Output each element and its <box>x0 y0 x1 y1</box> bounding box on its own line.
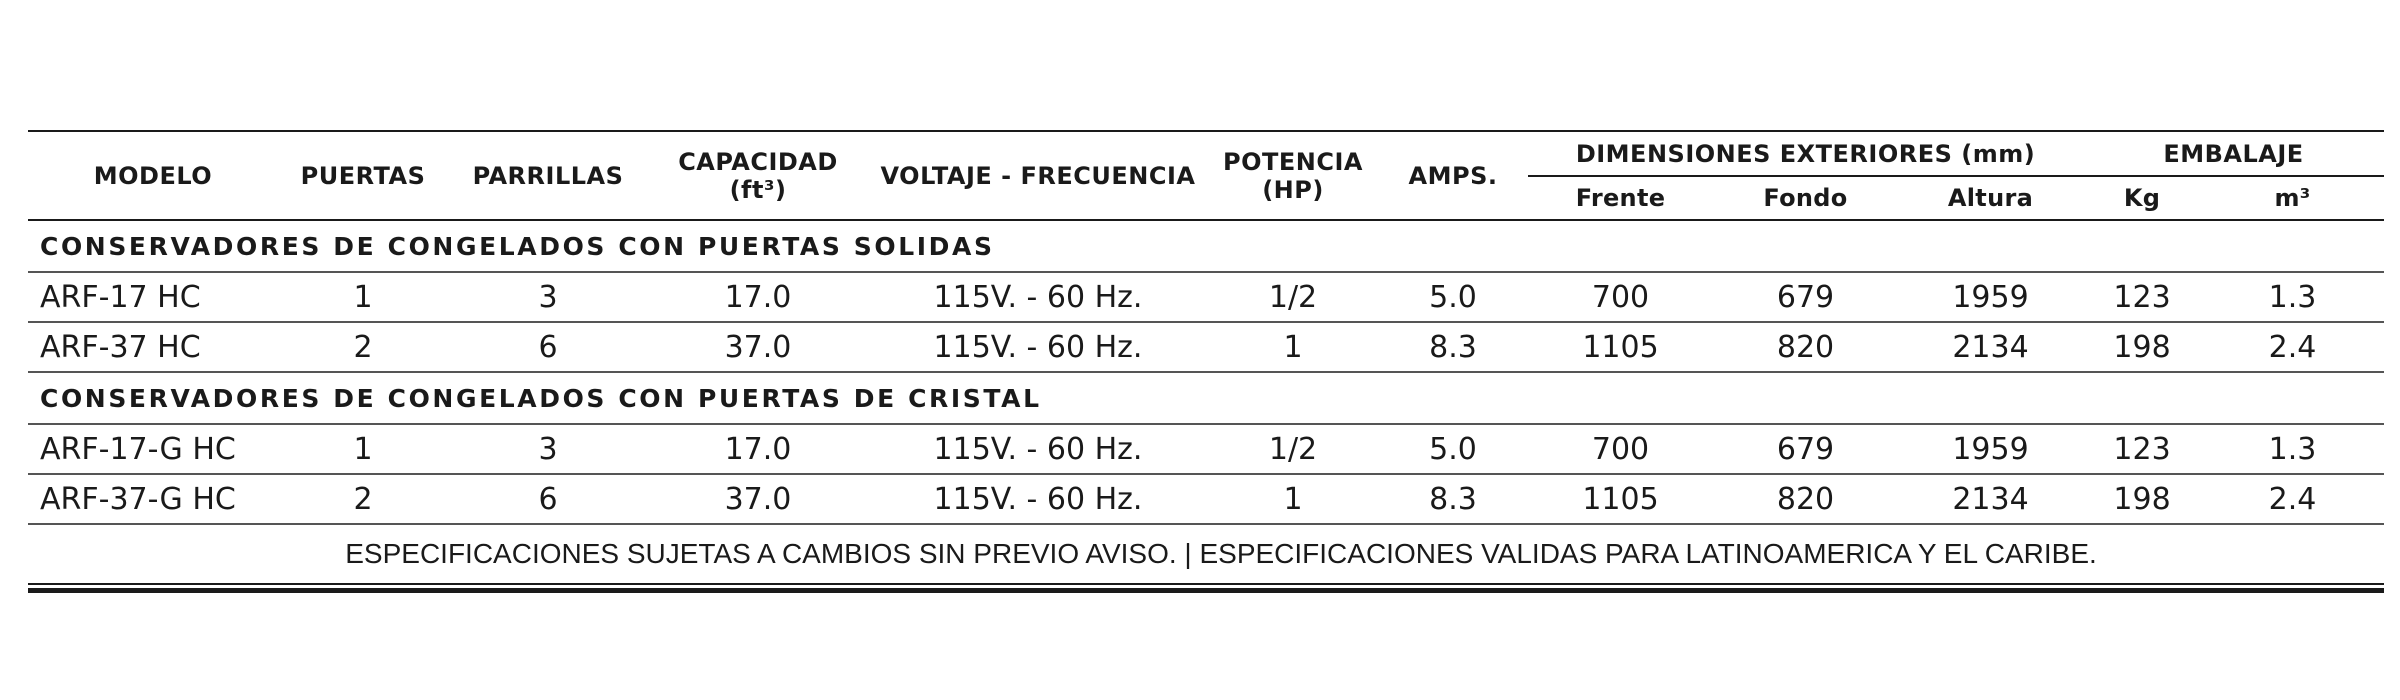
cell-fondo: 679 <box>1713 272 1898 322</box>
cell-voltaje: 115V. - 60 Hz. <box>868 424 1208 474</box>
section-title: CONSERVADORES DE CONGELADOS CON PUERTAS SOLIDAS <box>28 220 2384 272</box>
table-row <box>28 474 2384 524</box>
header-m3: m³ <box>2201 176 2384 220</box>
header-voltaje: VOLTAJE - FRECUENCIA <box>868 131 1208 220</box>
cell-kg: 198 <box>2083 322 2201 372</box>
cell-frente: 700 <box>1528 424 1713 474</box>
cell-fondo: 679 <box>1713 424 1898 474</box>
cell-amps: 5.0 <box>1378 272 1528 322</box>
section-row <box>28 372 2384 424</box>
cell-altura: 2134 <box>1898 322 2083 372</box>
header-puertas: PUERTAS <box>278 131 448 220</box>
cell-frente: 1105 <box>1528 474 1713 524</box>
cell-parrillas: 6 <box>448 474 648 524</box>
cell-parrillas: 3 <box>448 424 648 474</box>
footnote-text: ESPECIFICACIONES SUJETAS A CAMBIOS SIN PREVIO AVISO. | ESPECIFICACIONES VALIDAS PARA LATINOAMERICA Y EL CARIBE. <box>28 524 2384 584</box>
cell-modelo: ARF-37 HC <box>28 322 278 372</box>
cell-parrillas: 6 <box>448 322 648 372</box>
header-potencia <box>1208 131 1378 220</box>
bottom-rule <box>28 588 2384 593</box>
cell-m3: 2.4 <box>2201 474 2384 524</box>
cell-altura: 2134 <box>1898 474 2083 524</box>
header-frente: Frente <box>1528 176 1713 220</box>
cell-frente: 1105 <box>1528 322 1713 372</box>
cell-capacidad: 37.0 <box>648 322 868 372</box>
cell-puertas: 2 <box>278 322 448 372</box>
cell-puertas: 2 <box>278 474 448 524</box>
cell-voltaje: 115V. - 60 Hz. <box>868 272 1208 322</box>
header-parrillas: PARRILLAS <box>448 131 648 220</box>
header-altura: Altura <box>1898 176 2083 220</box>
header-capacidad-line2: (ft³) <box>729 175 787 204</box>
cell-kg: 123 <box>2083 424 2201 474</box>
cell-altura: 1959 <box>1898 272 2083 322</box>
header-capacidad <box>648 131 868 220</box>
cell-kg: 198 <box>2083 474 2201 524</box>
cell-m3: 1.3 <box>2201 272 2384 322</box>
table-row <box>28 272 2384 322</box>
cell-frente: 700 <box>1528 272 1713 322</box>
cell-puertas: 1 <box>278 272 448 322</box>
header-dimensiones: DIMENSIONES EXTERIORES (mm) <box>1528 131 2083 176</box>
cell-amps: 8.3 <box>1378 474 1528 524</box>
cell-fondo: 820 <box>1713 474 1898 524</box>
cell-potencia: 1 <box>1208 474 1378 524</box>
cell-modelo: ARF-37-G HC <box>28 474 278 524</box>
header-embalaje: EMBALAJE <box>2083 131 2384 176</box>
cell-fondo: 820 <box>1713 322 1898 372</box>
cell-puertas: 1 <box>278 424 448 474</box>
header-kg: Kg <box>2083 176 2201 220</box>
cell-m3: 2.4 <box>2201 322 2384 372</box>
cell-kg: 123 <box>2083 272 2201 322</box>
table-row <box>28 424 2384 474</box>
cell-capacidad: 17.0 <box>648 272 868 322</box>
cell-amps: 8.3 <box>1378 322 1528 372</box>
header-potencia-line1: POTENCIA <box>1223 147 1363 176</box>
spec-table <box>28 130 2384 585</box>
cell-m3: 1.3 <box>2201 424 2384 474</box>
cell-amps: 5.0 <box>1378 424 1528 474</box>
cell-voltaje: 115V. - 60 Hz. <box>868 322 1208 372</box>
header-potencia-line2: (HP) <box>1262 175 1324 204</box>
cell-capacidad: 37.0 <box>648 474 868 524</box>
footnote-row <box>28 524 2384 584</box>
header-amps: AMPS. <box>1378 131 1528 220</box>
section-title: CONSERVADORES DE CONGELADOS CON PUERTAS DE CRISTAL <box>28 372 2384 424</box>
table-body <box>28 220 2384 584</box>
table-row <box>28 322 2384 372</box>
section-row <box>28 220 2384 272</box>
cell-modelo: ARF-17 HC <box>28 272 278 322</box>
cell-voltaje: 115V. - 60 Hz. <box>868 474 1208 524</box>
cell-capacidad: 17.0 <box>648 424 868 474</box>
header-modelo: MODELO <box>28 131 278 220</box>
cell-modelo: ARF-17-G HC <box>28 424 278 474</box>
cell-potencia: 1 <box>1208 322 1378 372</box>
table-header <box>28 131 2384 220</box>
header-fondo: Fondo <box>1713 176 1898 220</box>
cell-parrillas: 3 <box>448 272 648 322</box>
cell-potencia: 1/2 <box>1208 272 1378 322</box>
cell-altura: 1959 <box>1898 424 2083 474</box>
cell-potencia: 1/2 <box>1208 424 1378 474</box>
header-capacidad-line1: CAPACIDAD <box>678 147 838 176</box>
